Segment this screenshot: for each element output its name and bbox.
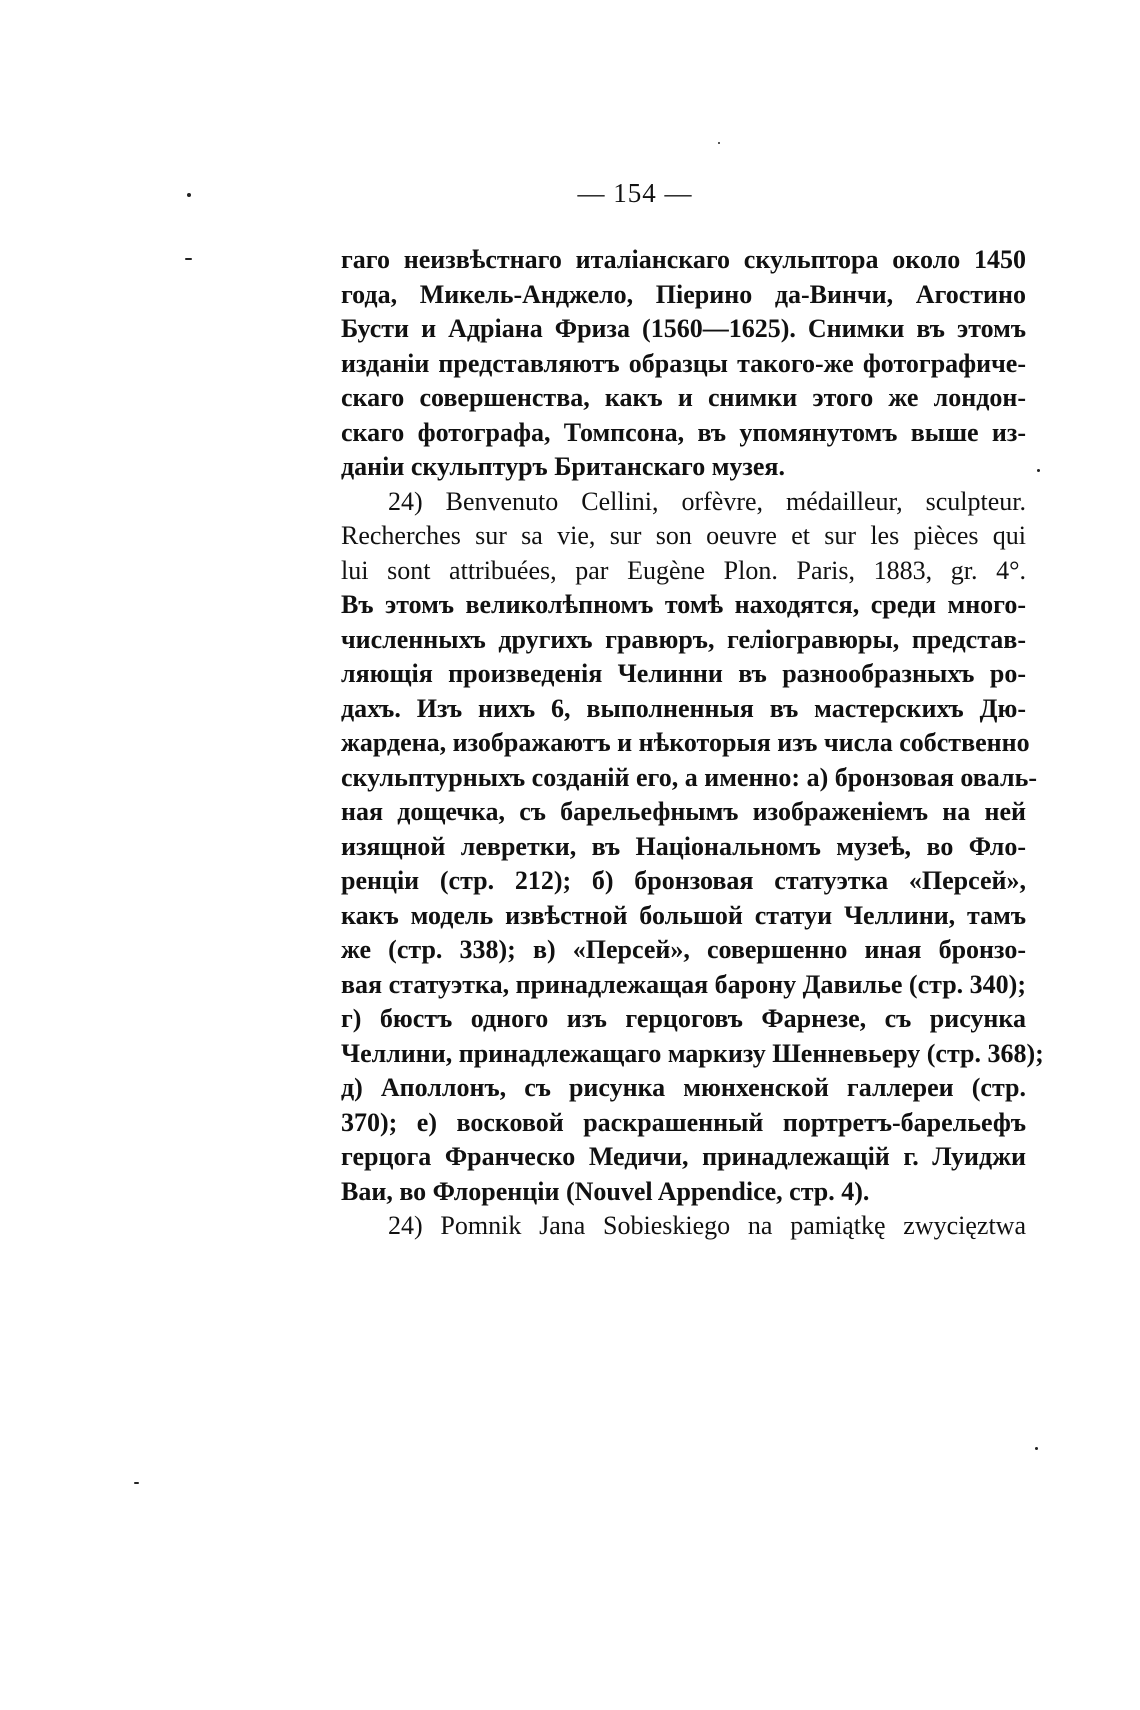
scan-speck (718, 142, 720, 144)
text-line: какъ модель извѣстной большой статуи Челлини, тамъ (341, 900, 1026, 930)
text-line: г) бюстъ одного изъ герцоговъ Фарнезе, съ рисунка (341, 1004, 1026, 1033)
scan-speck (185, 258, 192, 260)
text-line: ная дощечка, съ барельефнымъ изображеніемъ на ней (341, 797, 1026, 826)
text-line: д) Аполлонъ, съ рисунка мюнхенской галлереи (стр. (341, 1073, 1026, 1102)
entry-24b-title: 24) Pomnik Jana Sobieskiego na pamiątkę zwycięztwa (388, 1211, 1026, 1240)
text-line: же (стр. 338); в) «Персей», совершенно иная бронзо- (341, 935, 1026, 964)
text-line: вая статуэтка, принадлежащая барону Давилье (стр. 340); (341, 969, 1026, 999)
text-line: даніи скульптуръ Британскаго музея. (341, 452, 785, 481)
text-line: Ваи, во Флоренціи (Nouvel Appendice, стр. 4). (341, 1176, 870, 1206)
text-line: герцога Франческо Медичи, принадлежащій г. Луиджи (341, 1142, 1026, 1171)
text-line: дахъ. Изъ нихъ 6, выполненныя въ мастерскихъ Дю- (341, 693, 1026, 723)
text-line: изданіи представляютъ образцы такого-же фотографиче- (341, 348, 1026, 378)
entry-24-title: 24) Benvenuto Cellini, orfèvre, médailleur, sculpteur. (388, 486, 1026, 516)
text-line: жардена, изображаютъ и нѣкоторыя изъ числа собственно (341, 728, 1030, 757)
scan-speck (187, 193, 191, 197)
text-line: гаго неизвѣстнаго италіанскаго скульптора около 1450 (341, 245, 1026, 274)
text-line: скаго фотографа, Томпсона, въ упомянутомъ выше из- (341, 417, 1026, 447)
scan-speck (1037, 469, 1040, 472)
text-line: Recherches sur sa vie, sur son oeuvre et sur les pièces qui (341, 521, 1026, 550)
scan-speck (1035, 1447, 1038, 1450)
page-number: — 154 — (577, 178, 693, 208)
text-line: Въ этомъ великолѣпномъ томѣ находятся, среди много- (341, 590, 1026, 619)
scan-speck (134, 1482, 139, 1484)
text-line: скульптурныхъ созданій его, а именно: а) бронзовая оваль- (341, 762, 1038, 792)
text-line: года, Микель-Анджело, Піерино да-Винчи, Агостино (341, 279, 1026, 309)
text-line: ляющія произведенія Челинни въ разнообразныхъ ро- (341, 659, 1026, 688)
text-line: численныхъ другихъ гравюръ, геліогравюры, представ- (341, 624, 1026, 654)
text-line: ренціи (стр. 212); б) бронзовая статуэтка «Персей», (341, 866, 1026, 895)
text-line: 370); е) восковой раскрашенный портретъ-барельефъ (341, 1107, 1026, 1137)
text-line: lui sont attribuées, par Eugène Plon. Paris, 1883, gr. 4°. (341, 555, 1026, 585)
text-line: скаго совершенства, какъ и снимки этого же лондон- (341, 383, 1026, 412)
text-line: Челлини, принадлежащаго маркизу Шенневьеру (стр. 368); (341, 1038, 1044, 1068)
text-line: изящной левретки, въ Національномъ музеѣ, во Фло- (341, 831, 1026, 861)
body-text (341, 243, 1044, 1244)
text-line: Бусти и Адріана Фриза (1560—1625). Снимки въ этомъ (341, 314, 1026, 343)
